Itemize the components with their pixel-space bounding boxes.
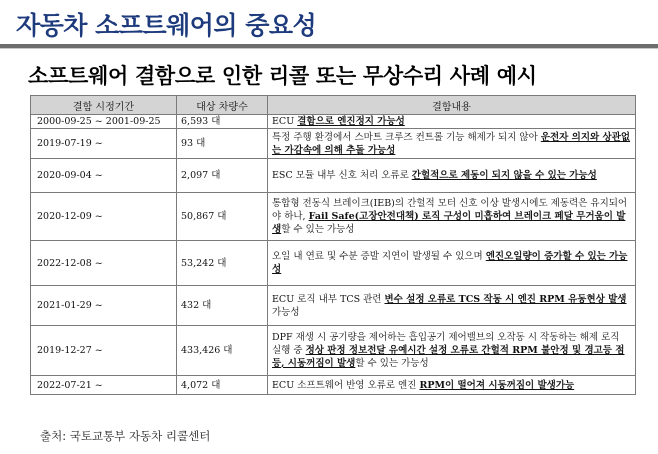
row-period: 2000-09-25 ~ 2001-09-25 xyxy=(31,115,177,129)
row-count: 93 대 xyxy=(177,129,268,159)
row-description xyxy=(268,286,636,326)
desc-emphasis: 결함으로 엔진정지 가능성 xyxy=(297,116,405,127)
desc-emphasis: Fail Safe(고장안전대책) 로직 구성이 미흡하여 브레이크 페달 무거움이 발생 xyxy=(272,211,626,235)
desc-text: ECU 소프트웨어 반영 오류로 엔진 xyxy=(272,379,420,391)
desc-emphasis: 변수 설정 오류로 TCS 작동 시 엔진 RPM 유동현상 발생 xyxy=(384,293,627,305)
page-subtitle: 소프트웨어 결함으로 인한 리콜 또는 무상수리 사례 예시 xyxy=(28,64,537,88)
table-row xyxy=(31,115,636,129)
table-row xyxy=(31,241,636,286)
table-row xyxy=(31,376,636,395)
desc-text: 오일 내 연료 및 수분 증발 지연이 발생될 수 있으며 xyxy=(272,251,486,262)
table-row xyxy=(31,159,636,193)
desc-emphasis: 정상 판정 정보전달 유예시간 설정 오류로 간헐적 RPM 불안정 및 경고등 점등, 시동꺼짐이 발생 xyxy=(272,345,625,369)
table-header-row xyxy=(31,96,636,115)
row-period: 2020-12-09 ~ xyxy=(31,193,177,241)
desc-text: ECU 로직 내부 TCS 관련 xyxy=(272,293,385,305)
row-description xyxy=(268,129,636,159)
row-description xyxy=(268,193,636,241)
recall-table xyxy=(30,95,636,395)
table-row xyxy=(31,286,636,326)
row-count: 6,593 대 xyxy=(177,115,268,129)
row-description xyxy=(268,241,636,286)
row-count: 50,867 대 xyxy=(177,193,268,241)
row-description xyxy=(268,115,636,129)
source-note: 출처: 국토교통부 자동차 리콜센터 xyxy=(40,429,211,443)
row-description xyxy=(268,376,636,395)
row-description xyxy=(268,326,636,376)
table-row xyxy=(31,326,636,376)
desc-text-tail: 할 수 있는 가능성 xyxy=(355,358,429,369)
desc-text: ECU xyxy=(272,116,298,127)
table-row xyxy=(31,193,636,241)
desc-text: DPF 재생 시 공기량을 제어하는 흡입공기 제어밸브의 오작동 시 작동하는 해제 로직 실행 중 xyxy=(272,332,620,356)
table-row xyxy=(31,129,636,159)
row-count: 2,097 대 xyxy=(177,159,268,193)
row-count: 433,426 대 xyxy=(177,326,268,376)
row-count: 4,072 대 xyxy=(177,376,268,395)
row-description xyxy=(268,159,636,193)
desc-text-tail: 가능성 xyxy=(272,306,300,318)
row-period: 2020-09-04 ~ xyxy=(31,159,177,193)
desc-emphasis: 엔진오일량이 증가할 수 있는 가능성 xyxy=(272,251,628,275)
row-count: 432 대 xyxy=(177,286,268,326)
desc-emphasis: 운전자 의지와 상관없는 가감속에 의해 추돌 가능성 xyxy=(272,131,631,156)
desc-emphasis: RPM이 떨어져 시동꺼짐이 발생가능 xyxy=(419,379,575,391)
column-header-description: 결함내용 xyxy=(268,96,636,115)
row-period: 2021-01-29 ~ xyxy=(31,286,177,326)
column-header-count: 대상 차량수 xyxy=(177,96,268,115)
desc-emphasis: 간헐적으로 제동이 되지 않을 수 있는 가능성 xyxy=(411,170,597,181)
desc-text: 통합형 전동식 브레이크(IEB)의 간헐적 모터 신호 이상 발생시에도 제동력은 유지되어야 하나, xyxy=(272,198,628,222)
row-period: 2019-07-19 ~ xyxy=(31,129,177,159)
title-divider-thin xyxy=(0,48,658,49)
desc-text: 특정 주행 환경에서 스마트 크루즈 컨트롤 기능 해제가 되지 않아 xyxy=(272,131,541,143)
row-period: 2022-07-21 ~ xyxy=(31,376,177,395)
desc-text-tail: 할 수 있는 가능성 xyxy=(281,224,355,235)
row-period: 2022-12-08 ~ xyxy=(31,241,177,286)
row-period: 2019-12-27 ~ xyxy=(31,326,177,376)
row-count: 53,242 대 xyxy=(177,241,268,286)
column-header-period: 결함 시정기간 xyxy=(31,96,177,115)
desc-text: ESC 모듈 내부 신호 처리 오류로 xyxy=(272,170,412,181)
page-title: 자동차 소프트웨어의 중요성 xyxy=(16,11,317,40)
